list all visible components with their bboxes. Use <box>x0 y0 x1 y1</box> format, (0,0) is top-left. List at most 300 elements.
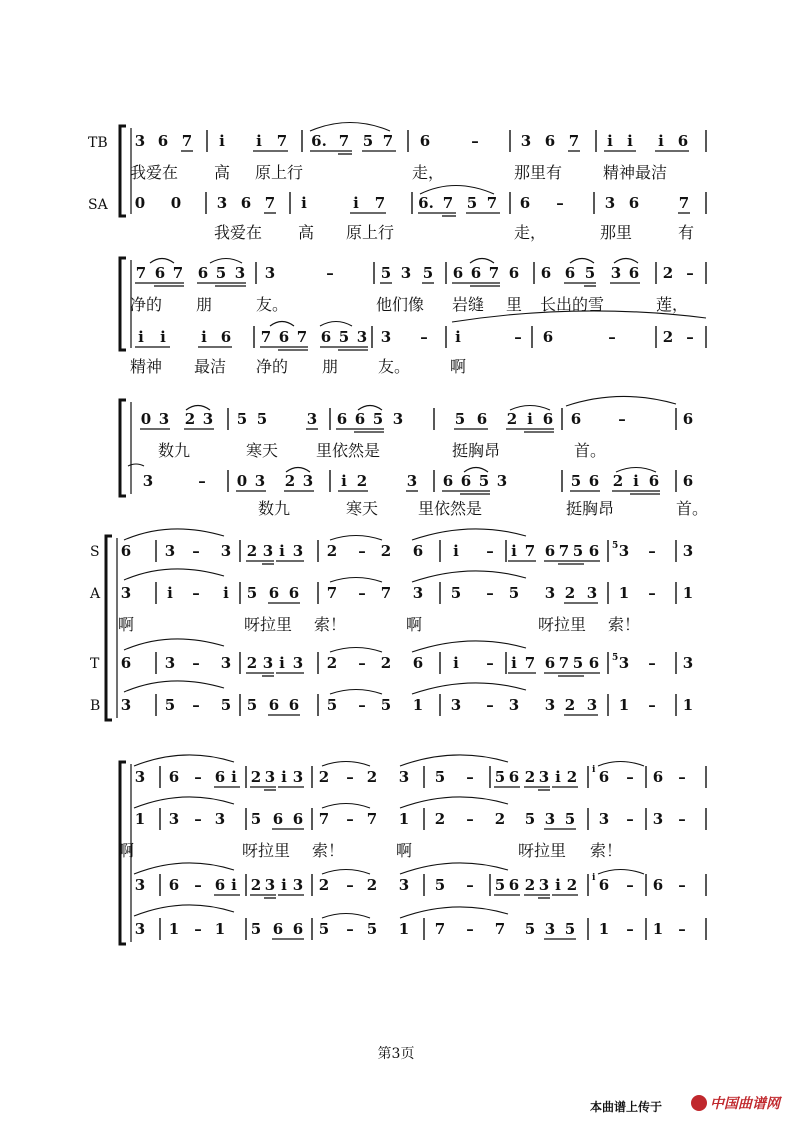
svg-text:6: 6 <box>278 328 290 346</box>
svg-text:6: 6 <box>272 810 284 828</box>
svg-text:–: – <box>648 584 656 602</box>
svg-text:5: 5 <box>564 920 576 938</box>
svg-text:5: 5 <box>366 920 378 938</box>
lyric-syllables: 那里 <box>600 223 633 242</box>
svg-text:6: 6 <box>240 194 252 212</box>
lyric-syllables: 最洁 <box>194 357 227 376</box>
svg-text:6: 6 <box>508 876 520 894</box>
svg-text:6: 6 <box>157 132 169 150</box>
svg-text:–: – <box>608 328 616 346</box>
svg-text:1: 1 <box>618 584 630 602</box>
svg-text:i: i <box>633 472 639 490</box>
svg-text:6: 6 <box>682 472 694 490</box>
svg-text:–: – <box>358 654 366 672</box>
svg-text:i: i <box>658 132 664 150</box>
svg-text:5: 5 <box>362 132 374 150</box>
svg-text:6.: 6. <box>311 132 327 150</box>
lyric-syllables: 呀拉里 <box>538 615 587 634</box>
svg-text:5: 5 <box>450 584 462 602</box>
svg-text:–: – <box>648 696 656 714</box>
svg-text:3: 3 <box>262 654 274 672</box>
svg-text:1: 1 <box>682 584 694 602</box>
svg-text:i: i <box>279 542 285 560</box>
svg-text:–: – <box>466 768 474 786</box>
svg-text:1: 1 <box>682 696 694 714</box>
svg-text:5: 5 <box>434 768 446 786</box>
upper-lyrics <box>158 441 606 460</box>
svg-text:5: 5 <box>478 472 490 490</box>
svg-text:3: 3 <box>234 264 246 282</box>
tb-lyrics <box>130 163 667 182</box>
system-brace <box>120 400 126 496</box>
svg-text:–: – <box>198 472 206 490</box>
svg-text:2: 2 <box>326 542 338 560</box>
svg-text:3: 3 <box>134 876 146 894</box>
svg-text:7: 7 <box>568 132 580 150</box>
svg-text:6: 6 <box>470 264 482 282</box>
svg-text:3: 3 <box>302 472 314 490</box>
svg-text:5: 5 <box>380 696 392 714</box>
svg-text:2: 2 <box>564 696 576 714</box>
part-label-b: B <box>90 698 101 714</box>
lyric-syllables: 索！ <box>312 841 345 860</box>
lower-notes-row <box>135 311 706 350</box>
svg-text:3: 3 <box>134 920 146 938</box>
svg-text:3: 3 <box>380 328 392 346</box>
svg-text:6: 6 <box>564 264 576 282</box>
lyric-syllables: 索！ <box>590 841 623 860</box>
svg-text:i: i <box>281 876 287 894</box>
svg-text:3: 3 <box>262 542 274 560</box>
svg-text:3: 3 <box>618 654 630 672</box>
svg-text:5: 5 <box>612 541 619 551</box>
svg-text:3: 3 <box>544 696 556 714</box>
svg-text:i: i <box>167 584 173 602</box>
lyric-syllables: 他们像 <box>376 295 425 314</box>
lyric-syllables: 净的 <box>256 357 289 376</box>
svg-text:2: 2 <box>380 542 392 560</box>
svg-text:6: 6 <box>452 264 464 282</box>
system-5 <box>118 755 706 944</box>
svg-text:3: 3 <box>400 264 412 282</box>
lyric-syllables: 原上行 <box>255 163 304 182</box>
svg-text:7: 7 <box>486 194 498 212</box>
svg-text:i: i <box>279 654 285 672</box>
svg-text:2: 2 <box>566 876 578 894</box>
svg-text:7: 7 <box>442 194 454 212</box>
svg-text:6: 6 <box>598 876 610 894</box>
svg-text:3: 3 <box>264 876 276 894</box>
svg-text:–: – <box>192 696 200 714</box>
svg-text:5: 5 <box>454 410 466 428</box>
svg-text:6: 6 <box>544 542 556 560</box>
lyric-syllables: 那里有 <box>514 163 563 182</box>
svg-text:i: i <box>223 584 229 602</box>
svg-text:2: 2 <box>318 876 330 894</box>
svg-text:5: 5 <box>164 696 176 714</box>
lower-lyrics <box>130 357 466 376</box>
svg-text:6: 6 <box>588 654 600 672</box>
svg-text:i: i <box>160 328 166 346</box>
svg-text:6: 6 <box>292 920 304 938</box>
lyric-syllables: 首。 <box>676 499 709 518</box>
svg-text:i: i <box>592 765 596 775</box>
svg-text:–: – <box>486 584 494 602</box>
svg-text:3: 3 <box>586 584 598 602</box>
svg-text:3: 3 <box>158 410 170 428</box>
lyric-syllables: 啊 <box>406 615 423 634</box>
svg-text:2: 2 <box>434 810 446 828</box>
svg-text:6: 6 <box>120 542 132 560</box>
svg-text:–: – <box>626 876 634 894</box>
svg-text:5: 5 <box>326 696 338 714</box>
svg-text:3: 3 <box>544 810 556 828</box>
svg-text:1: 1 <box>398 920 410 938</box>
system-1 <box>88 123 706 243</box>
svg-text:–: – <box>346 810 354 828</box>
svg-text:2: 2 <box>284 472 296 490</box>
svg-text:5: 5 <box>246 584 258 602</box>
svg-text:–: – <box>346 876 354 894</box>
svg-text:7: 7 <box>380 584 392 602</box>
svg-text:2: 2 <box>524 768 536 786</box>
svg-text:3: 3 <box>216 194 228 212</box>
svg-text:5: 5 <box>250 810 262 828</box>
svg-text:5: 5 <box>250 920 262 938</box>
svg-text:3: 3 <box>264 768 276 786</box>
svg-text:6: 6 <box>508 264 520 282</box>
svg-text:6: 6 <box>320 328 332 346</box>
svg-text:6: 6 <box>588 542 600 560</box>
svg-text:3: 3 <box>652 810 664 828</box>
svg-text:3: 3 <box>618 542 630 560</box>
svg-text:3: 3 <box>220 654 232 672</box>
svg-text:6: 6 <box>476 410 488 428</box>
soprano-notes-row <box>134 755 706 790</box>
svg-text:3: 3 <box>682 542 694 560</box>
svg-text:3: 3 <box>398 876 410 894</box>
lyric-syllables: 索！ <box>608 615 641 634</box>
svg-text:7: 7 <box>338 132 350 150</box>
svg-text:6: 6 <box>272 920 284 938</box>
svg-text:3: 3 <box>134 132 146 150</box>
lyric-syllables: 啊 <box>396 841 413 860</box>
svg-text:6: 6 <box>544 654 556 672</box>
svg-text:2: 2 <box>506 410 518 428</box>
svg-text:5: 5 <box>524 810 536 828</box>
svg-text:i: i <box>511 654 517 672</box>
svg-text:7: 7 <box>374 194 386 212</box>
svg-text:6: 6 <box>154 264 166 282</box>
svg-text:5: 5 <box>508 584 520 602</box>
svg-text:3: 3 <box>412 584 424 602</box>
svg-text:–: – <box>192 584 200 602</box>
svg-text:6: 6 <box>542 328 554 346</box>
svg-text:5: 5 <box>564 810 576 828</box>
lyric-syllables: 寒天 <box>246 441 279 460</box>
svg-text:6: 6 <box>336 410 348 428</box>
svg-text:2: 2 <box>366 768 378 786</box>
svg-text:2: 2 <box>566 768 578 786</box>
svg-text:5: 5 <box>434 876 446 894</box>
svg-text:–: – <box>194 876 202 894</box>
lyric-syllables: 岩缝 <box>452 295 485 314</box>
svg-text:–: – <box>678 768 686 786</box>
svg-text:–: – <box>648 654 656 672</box>
svg-text:5: 5 <box>236 410 248 428</box>
svg-text:6: 6 <box>544 132 556 150</box>
system-brace <box>120 258 126 350</box>
lyric-syllables: 走， <box>514 223 547 242</box>
svg-text:7: 7 <box>260 328 272 346</box>
alto-notes-row <box>134 797 706 830</box>
svg-text:i: i <box>281 768 287 786</box>
svg-text:7: 7 <box>366 810 378 828</box>
lyric-syllables: 走， <box>412 163 445 182</box>
svg-text:2: 2 <box>662 328 674 346</box>
lyric-syllables: 朋 <box>322 357 339 376</box>
svg-text:–: – <box>346 920 354 938</box>
system-3 <box>120 396 708 518</box>
svg-text:–: – <box>678 876 686 894</box>
part-label-a: A <box>90 586 101 602</box>
site-logo[interactable] <box>691 1093 780 1113</box>
svg-text:3: 3 <box>264 264 276 282</box>
svg-text:1: 1 <box>618 696 630 714</box>
svg-text:–: – <box>556 194 564 212</box>
svg-text:3: 3 <box>538 768 550 786</box>
svg-text:3: 3 <box>292 768 304 786</box>
svg-text:3: 3 <box>406 472 418 490</box>
svg-text:3: 3 <box>292 654 304 672</box>
lyric-syllables: 友。 <box>256 295 289 314</box>
system-brace <box>106 536 112 720</box>
svg-text:3: 3 <box>610 264 622 282</box>
lyric-syllables: 里依然是 <box>418 499 483 518</box>
svg-text:–: – <box>486 654 494 672</box>
svg-text:5: 5 <box>570 472 582 490</box>
svg-text:1: 1 <box>134 810 146 828</box>
svg-text:2: 2 <box>524 876 536 894</box>
svg-text:7: 7 <box>318 810 330 828</box>
logo-icon <box>691 1095 707 1111</box>
svg-text:–: – <box>194 920 202 938</box>
svg-text:3: 3 <box>134 768 146 786</box>
svg-text:1: 1 <box>412 696 424 714</box>
svg-text:–: – <box>466 876 474 894</box>
svg-text:i: i <box>353 194 359 212</box>
svg-text:i: i <box>341 472 347 490</box>
svg-text:3: 3 <box>544 920 556 938</box>
lower-lyrics <box>258 499 708 518</box>
svg-text:6: 6 <box>214 876 226 894</box>
svg-text:1: 1 <box>652 920 664 938</box>
svg-text:6: 6 <box>288 696 300 714</box>
svg-text:–: – <box>346 768 354 786</box>
upload-credit: 本曲谱上传于 <box>589 1100 662 1114</box>
svg-text:–: – <box>192 542 200 560</box>
svg-text:5: 5 <box>524 920 536 938</box>
svg-text:7: 7 <box>172 264 184 282</box>
svg-text:6: 6 <box>288 584 300 602</box>
tb-notes-row <box>135 123 706 155</box>
svg-text:6: 6 <box>508 768 520 786</box>
svg-text:3: 3 <box>292 876 304 894</box>
part-label-s: S <box>90 544 100 560</box>
svg-text:2: 2 <box>184 410 196 428</box>
svg-text:2: 2 <box>564 584 576 602</box>
svg-text:5: 5 <box>215 264 227 282</box>
svg-text:5: 5 <box>220 696 232 714</box>
svg-text:7: 7 <box>382 132 394 150</box>
svg-text:5: 5 <box>494 876 506 894</box>
part-label-sa: SA <box>88 197 108 213</box>
svg-text:–: – <box>648 542 656 560</box>
svg-text:6: 6 <box>292 810 304 828</box>
svg-text:3: 3 <box>544 584 556 602</box>
svg-text:7: 7 <box>558 654 570 672</box>
svg-text:3: 3 <box>214 810 226 828</box>
system-4 <box>89 529 693 720</box>
sa-notes-row <box>135 186 706 217</box>
svg-text:7: 7 <box>264 194 276 212</box>
svg-text:i: i <box>256 132 262 150</box>
svg-text:1: 1 <box>168 920 180 938</box>
alto-notes-row <box>121 569 693 604</box>
svg-text:6: 6 <box>648 472 660 490</box>
svg-text:–: – <box>358 584 366 602</box>
lyric-syllables: 朋 <box>196 295 213 314</box>
svg-text:2: 2 <box>246 654 258 672</box>
svg-text:2: 2 <box>250 768 262 786</box>
svg-text:i: i <box>453 654 459 672</box>
svg-text:7: 7 <box>434 920 446 938</box>
svg-text:2: 2 <box>662 264 674 282</box>
svg-text:3: 3 <box>508 696 520 714</box>
svg-text:3: 3 <box>450 696 462 714</box>
lyric-syllables: 我爱在 <box>130 163 179 182</box>
svg-text:2: 2 <box>366 876 378 894</box>
svg-text:3: 3 <box>604 194 616 212</box>
svg-text:5: 5 <box>572 654 584 672</box>
svg-text:–: – <box>678 920 686 938</box>
lyric-syllables: 精神 <box>130 357 163 376</box>
svg-text:–: – <box>466 810 474 828</box>
system-2 <box>120 258 706 376</box>
lyric-syllables: 高 <box>214 163 231 182</box>
svg-text:6: 6 <box>412 542 424 560</box>
svg-text:7: 7 <box>296 328 308 346</box>
svg-text:6: 6 <box>354 410 366 428</box>
svg-text:6: 6 <box>220 328 232 346</box>
svg-text:0: 0 <box>170 194 182 212</box>
svg-text:i: i <box>627 132 633 150</box>
lyric-syllables: 寒天 <box>346 499 379 518</box>
upper-notes-row <box>140 396 693 432</box>
svg-text:5: 5 <box>256 410 268 428</box>
svg-text:3: 3 <box>164 542 176 560</box>
svg-text:2: 2 <box>326 654 338 672</box>
svg-text:5: 5 <box>318 920 330 938</box>
svg-text:–: – <box>618 410 626 428</box>
lyric-syllables: 高 <box>298 223 315 242</box>
svg-text:–: – <box>466 920 474 938</box>
svg-text:–: – <box>486 696 494 714</box>
svg-text:3: 3 <box>120 696 132 714</box>
lyric-syllables: 有 <box>678 223 695 242</box>
lyric-syllables: 啊 <box>118 615 135 634</box>
svg-text:0: 0 <box>140 410 152 428</box>
svg-text:3: 3 <box>220 542 232 560</box>
svg-text:5: 5 <box>380 264 392 282</box>
svg-text:–: – <box>192 654 200 672</box>
lyric-syllables: 索！ <box>314 615 347 634</box>
svg-text:3: 3 <box>202 410 214 428</box>
svg-text:i: i <box>555 876 561 894</box>
svg-text:3: 3 <box>392 410 404 428</box>
part-label-tb: TB <box>88 135 108 151</box>
tenor-notes-row <box>121 639 693 676</box>
lyric-syllables: 呀拉里 <box>244 615 293 634</box>
svg-text:3: 3 <box>682 654 694 672</box>
svg-text:–: – <box>420 328 428 346</box>
svg-text:5: 5 <box>246 696 258 714</box>
svg-text:3: 3 <box>520 132 532 150</box>
svg-text:3: 3 <box>120 584 132 602</box>
svg-text:2: 2 <box>318 768 330 786</box>
svg-text:7: 7 <box>524 654 536 672</box>
lyric-syllables: 精神最洁 <box>603 163 668 182</box>
svg-text:1: 1 <box>398 810 410 828</box>
svg-text:6: 6 <box>628 194 640 212</box>
svg-text:6: 6 <box>519 194 531 212</box>
lyric-syllables: 友。 <box>378 357 411 376</box>
svg-text:3: 3 <box>142 472 154 490</box>
svg-text:–: – <box>626 810 634 828</box>
svg-text:7: 7 <box>276 132 288 150</box>
svg-text:6: 6 <box>542 410 554 428</box>
svg-text:2: 2 <box>612 472 624 490</box>
svg-text:7: 7 <box>488 264 500 282</box>
svg-text:2: 2 <box>494 810 506 828</box>
bass-notes-row <box>134 905 706 940</box>
lower-notes-row <box>128 464 693 494</box>
svg-text:–: – <box>626 768 634 786</box>
svg-text:6: 6 <box>268 584 280 602</box>
svg-text:6: 6 <box>120 654 132 672</box>
svg-text:7: 7 <box>494 920 506 938</box>
part-label-t: T <box>90 656 100 672</box>
svg-text:–: – <box>686 264 694 282</box>
svg-text:6: 6 <box>652 768 664 786</box>
svg-text:3: 3 <box>598 810 610 828</box>
svg-text:–: – <box>194 810 202 828</box>
lyric-syllables: 数九 <box>258 499 291 518</box>
svg-text:–: – <box>358 696 366 714</box>
svg-text:6: 6 <box>598 768 610 786</box>
lyric-syllables: 啊 <box>450 357 467 376</box>
svg-text:7: 7 <box>181 132 193 150</box>
svg-text:6: 6 <box>540 264 552 282</box>
lyric-syllables: 呀拉里 <box>518 841 567 860</box>
lyric-syllables: 啊 <box>118 841 135 860</box>
svg-text:1: 1 <box>598 920 610 938</box>
svg-text:–: – <box>326 264 334 282</box>
svg-text:5: 5 <box>422 264 434 282</box>
svg-text:i: i <box>555 768 561 786</box>
lyric-syllables: 挺胸昂 <box>566 499 615 518</box>
svg-text:5: 5 <box>372 410 384 428</box>
